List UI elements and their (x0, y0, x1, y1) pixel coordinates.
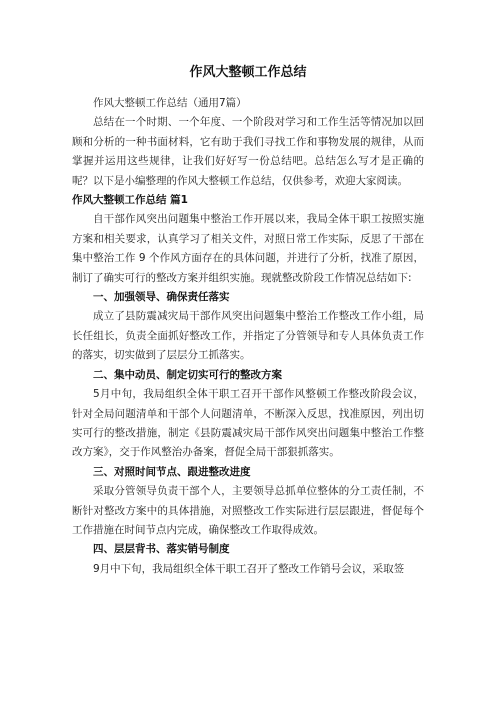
section-heading: 二、集中动员、制定切实可行的整改方案 (93, 368, 282, 381)
body-paragraph: 5月中旬，我局组织全体干职工召开干部作风整顿工作整改阶段会议，针对全局问题清单和干部个人问题清单，不断深入反思，找准原因，列出切实可行的整改措施，制定《县防震减灾局干部作风突出问题集中整治工作整改方案》，交于作风整治办备案，督促全局干部狠抓落实。 (72, 388, 424, 459)
body-paragraph: 采取分管领导负责干部个人，主要领导总抓单位整体的分工责任制，不断针对整改方案中的具体措施，对照整改工作实际进行层层跟进，督促每个工作措施在时间节点内完成，确保整改工作取得成效。 (72, 485, 424, 536)
section-heading: 一、加强领导、确保责任落实 (93, 291, 230, 304)
intro-paragraph: 总结在一个时期、一个年度、一个阶段对学习和工作生活等情况加以回顾和分析的一种书面材料，它有助于我们寻找工作和事物发展的规律，从而掌握并运用这些规律，让我们好好写一份总结吧。总结怎么写才是正确的呢？以下是小编整理的作风大整顿工作总结，仅供参考，欢迎大家阅读。 (72, 116, 424, 187)
section-heading: 四、层层背书、落实销号制度 (93, 543, 230, 556)
body-paragraph: 自干部作风突出问题集中整治工作开展以来，我局全体干职工按照实施方案和相关要求，认真学习了相关文件，对照日常工作实际，反思了干部在集中整治工作 9 个作风方面存在的具体问题，并进行了分析，找准了原因，制订了确实可行的整改方案并组织实施。现就整改阶段工作情况总结如下: (72, 213, 424, 284)
body-paragraph: 9月中下旬，我局组织全体干职工召开了整改工作销号会议，采取签 (93, 562, 405, 575)
section-heading: 三、对照时间节点、跟进整改进度 (93, 465, 251, 478)
document-title: 作风大整顿工作总结 (189, 65, 307, 80)
article-heading: 作风大整顿工作总结 篇1 (72, 194, 188, 207)
body-paragraph: 成立了县防震减灾局干部作风突出问题集中整治工作整改工作小组，局长任组长，负责全面抓好整改工作，并指定了分管领导和专人具体负责工作的落实，切实做到了层层分工抓落实。 (72, 310, 424, 362)
subtitle-paragraph: 作风大整顿工作总结（通用7篇） (93, 97, 247, 109)
